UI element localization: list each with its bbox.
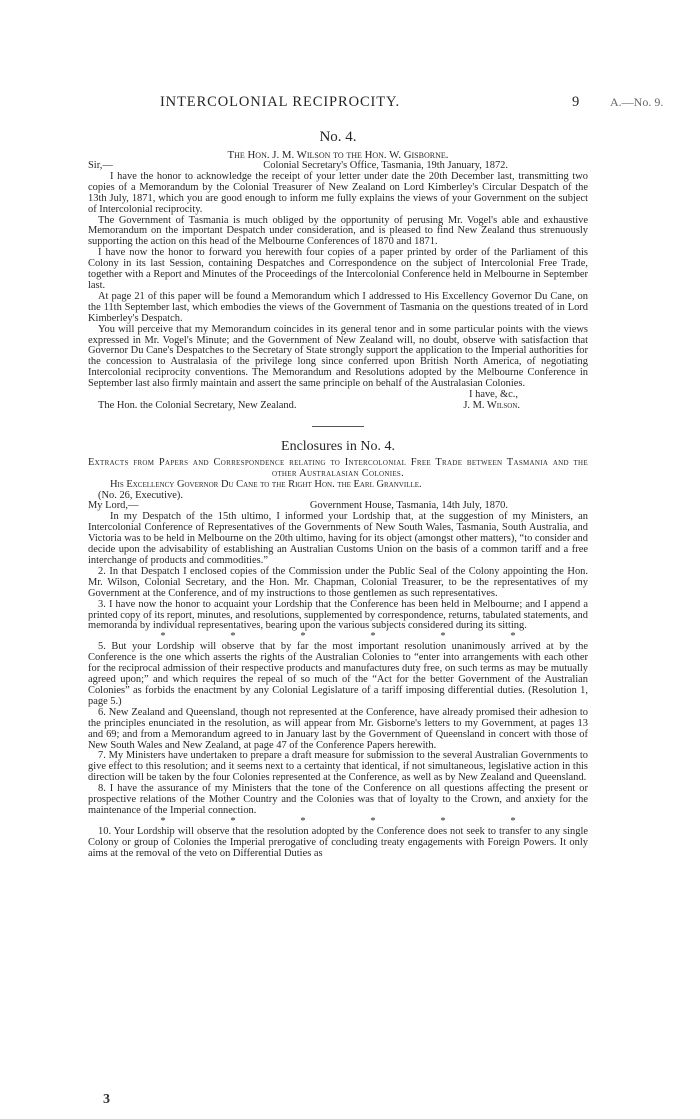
omission-star: * xyxy=(300,631,306,643)
omission-star: * xyxy=(370,631,376,643)
letter-salutation: Sir,— xyxy=(88,160,113,171)
letter-signature: J. M. Wilson. xyxy=(463,399,520,411)
letter-from-line: The Hon. J. M. Wilson to the Hon. W. Gisborne. xyxy=(227,149,449,161)
omission-star: * xyxy=(510,815,516,827)
omission-star: * xyxy=(160,815,166,827)
enclosure-from-line: His Excellency Governor Du Cane to the Right Hon. the Earl Granville. xyxy=(110,478,422,490)
page-title: INTERCOLONIAL RECIPROCITY. xyxy=(159,94,401,110)
paper-reference: A.—No. 9. xyxy=(610,95,664,109)
letter-sign-row xyxy=(88,401,588,412)
omission-star: * xyxy=(230,815,236,827)
page-number: 9 xyxy=(572,94,580,110)
despatch-paragraph-10: 10. Your Lordship will observe that the resolution adopted by the Conference does not seek to transfer to any single Colony or group of Colonies the Imperial prerogative of concluding treaty engagements with Foreign Powers. It only aims at the removal of the veto on Differential Duties as xyxy=(88,825,588,859)
running-header xyxy=(0,94,700,118)
letter-closing: I have, &c., xyxy=(469,389,518,401)
signature-mark: 3 xyxy=(103,1092,110,1107)
despatch-paragraph-5: 5. But your Lordship will observe that by far the most important resolution unanimously arrived at by the Conference is the one which asserts the rights of the Australian Colonies to “enter into arrangements with each other for the reciprocal admission of their respective products and manufactures duty free, on such terms as may be mutually agreed upon;” and which requires the repeal of so much of the “Act for the better Government of the Australian Colonies” as forbids the enactment by any Colonial Legislature of a tariff imposing differential duties. (Resolution 1, page 5.) xyxy=(88,641,588,707)
enclosure-heading: Enclosures in No. 4. xyxy=(281,438,395,454)
letter-addressee: The Hon. the Colonial Secretary, New Zealand. xyxy=(98,399,297,411)
omission-star: * xyxy=(440,631,446,643)
despatch-paragraph-7: 7. My Ministers have undertaken to prepare a draft measure for submission to the several Australian Governments to give effect to this resolution; and it seems next to a certainty that identical, if not simultaneous, legislative action in this direction will be taken by the four Colonies represented at the Conference, as well as by New Zealand and Queensland. xyxy=(88,750,588,784)
letter-paragraph: I have now the honor to forward you herewith four copies of a paper printed by order of the Parliament of this Colony in its last Session, containing Despatches and Correspondence on the subject of Intercolonial Free Trade, together with a Report and Minutes of the Proceedings of the Intercolonial Conference held in Melbourne in September last. xyxy=(88,247,588,291)
letter-heading: No. 4. xyxy=(319,129,357,145)
letter-paragraph: The Government of Tasmania is much obliged by the opportunity of perusing Mr. Vogel's able and exhaustive Memorandum on the important Despatch under consideration, and is pleased to find New Zealand thus strenuously supporting the action on this head of the Melbourne Conferences of 1870 and 1871. xyxy=(88,214,588,248)
omission-star: * xyxy=(160,631,166,643)
omission-star: * xyxy=(300,815,306,827)
letter-paragraph: At page 21 of this paper will be found a Memorandum which I addressed to His Excellency Governor Du Cane, on the 11th September last, which embodies the views of the Government of Tasmania on the questions treated of in Lord Kimberley's Despatch. xyxy=(88,290,588,324)
despatch-reference: (No. 26, Executive). xyxy=(98,489,183,501)
despatch-paragraph-8: 8. I have the assurance of my Ministers that the tone of the Conference on all questions affecting the present or prospective relations of the Mother Country and the Colonies was that of loyalty to the Crown, and anxiety for the maintenance of the Imperial connection. xyxy=(88,783,588,816)
despatch-paragraph-3: 3. I have now the honor to acquaint your Lordship that the Conference has been held in Melbourne; and I append a printed copy of its report, minutes, and resolutions, supplemented by correspondence, returns, tabulated statements, and memoranda by individual representatives, bearing upon the various subjects considered during its sitting. xyxy=(88,598,588,632)
letter-paragraph: You will perceive that my Memorandum coincides in its general tenor and in some particular points with the views expressed in Mr. Vogel's Minute; and the Government of New Zealand will, no doubt, observe with satisfaction that Governor Du Cane's Despatches to the Secretary of State strongly support the application to the Imperial authorities for the concession to Australasia of the privilege long since conferred upon British North America, of negotiating Intercolonial reciprocity conventions. The Memorandum and Resolutions adopted by the Melbourne Conference in September last also firmly maintain and assert the same principle on behalf of the Australasian Colonies. xyxy=(88,323,588,390)
omission-star: * xyxy=(440,815,446,827)
despatch-paragraph-6: 6. New Zealand and Queensland, though not represented at the Conference, have already promised their adhesion to the principles enunciated in the resolution, as will appear from Mr. Gisborne's letters to my Government, at pages 13 and 69; and from a Memorandum agreed to in January last by the Government of Queensland in concert with those of New South Wales and New Zealand, at page 47 of the Conference Papers herewith. xyxy=(88,706,588,751)
enclosure-salutation: My Lord,— xyxy=(88,500,139,512)
section-divider xyxy=(312,426,364,427)
letter-paragraph: I have the honor to acknowledge the receipt of your letter under date the 20th December last, transmitting two copies of a Memorandum by the Colonial Treasurer of New Zealand on Lord Kimberley's Circular Despatch of the 13th July, 1871, which you are good enough to inform me fully explains the views of your Government on the subject of Intercolonial reciprocity. xyxy=(88,170,588,215)
enclosure-address: Government House, Tasmania, 14th July, 1870. xyxy=(309,500,508,512)
omission-star: * xyxy=(230,631,236,643)
text-column xyxy=(88,127,588,860)
enclosure-caption: Extracts from Papers and Correspondence relating to Intercolonial Free Trade between Tasmania and the other Australasian Colonies. xyxy=(88,456,588,479)
despatch-paragraph-2: 2. In that Despatch I enclosed copies of the Commission under the Public Seal of the Colony appointing the Hon. Mr. Wilson, Colonial Secretary, and the Hon. Mr. Chapman, Colonial Treasurer, to be the representatives of my Government at the Conference, and of my instructions to those gentlemen as such representatives. xyxy=(88,565,588,599)
omission-star: * xyxy=(370,815,376,827)
despatch-paragraph-1: In my Despatch of the 15th ultimo, I informed your Lordship that, at the suggestion of my Ministers, an Intercolonial Conference of Representatives of the Governments of New South Wales, Tasmania, South Australia, and Victoria was to be held in Melbourne on the 20th ultimo, having for its object (amongst other matters), “to consider and decide upon the advisability of establishing an Australian Customs Union on the basis of a common tariff and a free interchange of products and commodities.” xyxy=(88,511,588,566)
omission-star: * xyxy=(510,631,516,643)
letter-address: Colonial Secretary's Office, Tasmania, 19th January, 1872. xyxy=(263,160,508,171)
